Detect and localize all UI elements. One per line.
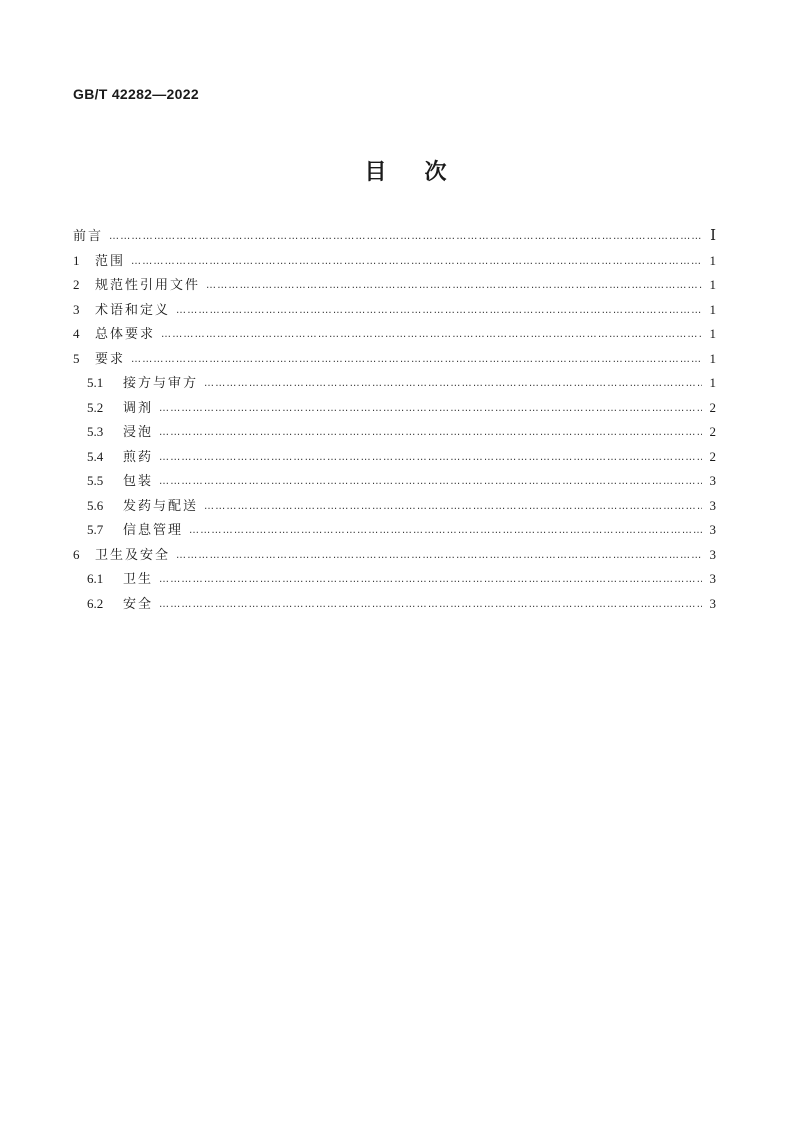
toc-entry-page: 3 [709,571,716,586]
toc-leader-dots [159,403,702,414]
toc-leader-dots [161,329,702,340]
toc-entry-label: 总体要求 [95,327,156,342]
toc-entry-page: 3 [709,522,716,537]
toc-entry-page: Ⅰ [710,228,716,244]
toc-leader-dots [176,305,702,316]
toc-entry-label: 包装 [123,474,154,489]
toc-leader-dots [159,574,702,585]
toc-entry-label: 要求 [95,351,126,367]
toc-entry-number: 5 [73,350,80,366]
toc-entry-page: 1 [709,301,716,317]
toc-entry-label: 规范性引用文件 [95,278,201,293]
toc-leader-dots [159,599,702,610]
toc-entry-page: 3 [709,497,716,513]
toc-entry-number: 1 [73,252,80,268]
toc-entry-page: 3 [709,473,716,488]
toc-entry-label: 术语和定义 [95,302,171,318]
toc-entry-label: 卫生 [123,572,154,587]
toc-entry-normative-references[interactable] [73,274,716,299]
toc-leader-dots [176,550,702,561]
table-of-contents [73,225,716,617]
toc-entry-5-5[interactable] [73,470,716,495]
toc-entry-requirements[interactable] [73,348,716,373]
toc-entry-foreword[interactable] [73,225,716,250]
toc-leader-dots [131,256,702,267]
toc-entry-label: 煎药 [123,449,154,465]
toc-entry-number: 5.6 [87,497,104,513]
toc-entry-terms-definitions[interactable] [73,299,716,324]
toc-entry-6-2[interactable] [73,593,716,618]
standard-number: GB/T 42282—2022 [73,86,199,102]
toc-leader-dots [204,501,702,512]
toc-entry-number: 6.2 [87,595,104,611]
toc-entry-label: 卫生及安全 [95,547,171,563]
toc-entry-number: 5.2 [87,399,104,415]
toc-entry-5-4[interactable] [73,446,716,471]
toc-entry-6-1[interactable] [73,568,716,593]
toc-entry-label: 浸泡 [123,425,154,440]
toc-entry-hygiene-safety[interactable] [73,544,716,569]
toc-entry-general-requirements[interactable] [73,323,716,348]
toc-entry-page: 2 [709,448,716,464]
toc-entry-label: 前言 [73,229,104,244]
page-title: 目次 [364,160,485,185]
toc-entry-number: 6.1 [87,571,104,586]
toc-leader-dots [159,452,702,463]
toc-entry-label: 接方与审方 [123,376,199,391]
toc-entry-page: 1 [709,375,716,390]
toc-entry-label: 调剂 [123,400,154,416]
toc-entry-number: 3 [73,301,80,317]
toc-entry-label: 安全 [123,596,154,612]
toc-entry-5-6[interactable] [73,495,716,520]
toc-entry-5-7[interactable] [73,519,716,544]
toc-entry-number: 5.7 [87,522,104,537]
toc-entry-number: 2 [73,277,80,292]
toc-leader-dots [189,525,702,536]
toc-entry-page: 1 [709,277,716,292]
toc-entry-number: 5.1 [87,375,104,390]
toc-leader-dots [206,280,702,291]
toc-entry-number: 6 [73,546,80,562]
toc-entry-number: 5.3 [87,424,104,439]
toc-entry-5-2[interactable] [73,397,716,422]
toc-entry-page: 3 [709,595,716,611]
toc-entry-page: 3 [709,546,716,562]
toc-entry-scope[interactable] [73,250,716,275]
toc-entry-page: 1 [709,350,716,366]
toc-leader-dots [159,427,702,438]
toc-entry-page: 1 [709,326,716,341]
toc-leader-dots [159,476,702,487]
toc-entry-page: 2 [709,424,716,439]
toc-entry-number: 4 [73,326,80,341]
toc-leader-dots [109,231,702,242]
toc-entry-page: 2 [709,399,716,415]
toc-entry-5-3[interactable] [73,421,716,446]
toc-entry-page: 1 [709,252,716,268]
toc-leader-dots [131,354,702,365]
toc-entry-number: 5.4 [87,448,104,464]
toc-entry-label: 范围 [95,253,126,269]
toc-leader-dots [204,378,702,389]
toc-entry-label: 信息管理 [123,523,184,538]
toc-entry-number: 5.5 [87,473,104,488]
toc-entry-label: 发药与配送 [123,498,199,514]
toc-entry-5-1[interactable] [73,372,716,397]
